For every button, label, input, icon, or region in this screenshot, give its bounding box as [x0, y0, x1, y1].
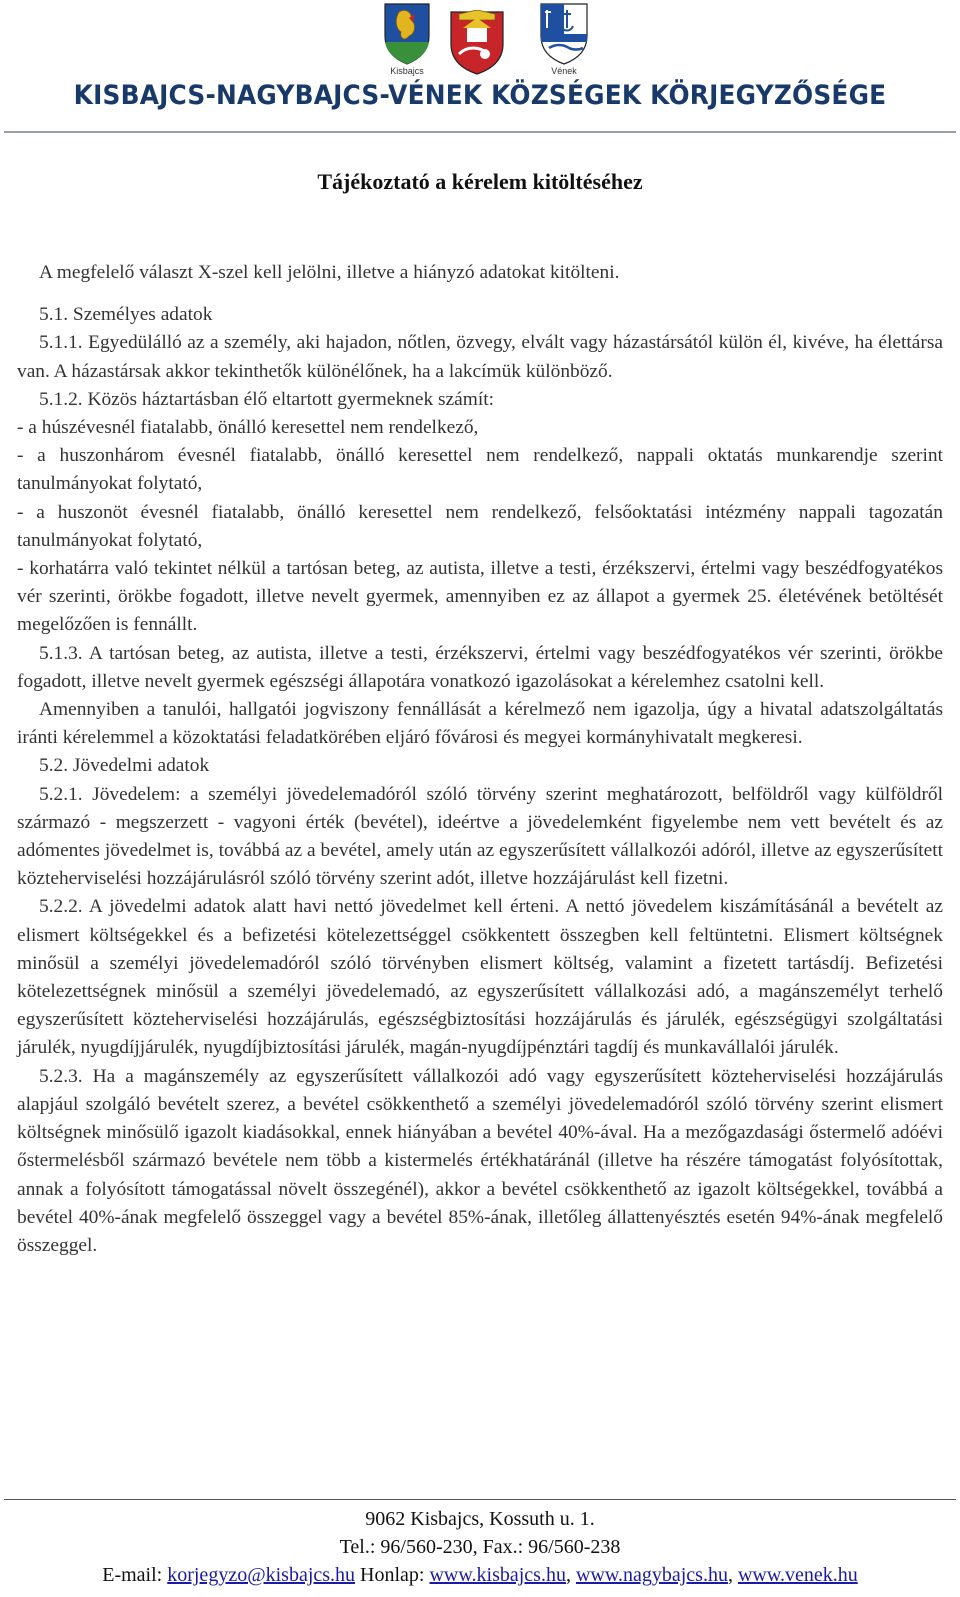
venek-coat-of-arms	[539, 2, 589, 66]
document-title: Tájékoztató a kérelem kitöltéséhez	[317, 169, 643, 194]
kisbajcs-coat-of-arms	[383, 2, 431, 66]
intro-paragraph: A megfelelő választ X-szel kell jelölni, illetve a hiányzó adatokat kitölteni.	[39, 262, 620, 283]
header-divider	[4, 131, 956, 133]
venek-crest-label: Vének	[551, 66, 577, 76]
organization-title: KISBAJCS-NAGYBAJCS-VÉNEK KÖZSÉGEK KÖRJEGYZŐSÉGE	[73, 80, 887, 111]
list-item: - a huszonöt évesnél fiatalabb, önálló keresettel nem rendelkező, felsőoktatási intézmény nappali tagozatán tanulmányokat folytató,	[17, 501, 943, 551]
footer-divider	[4, 1499, 956, 1500]
section-5-2-3: 5.2.3. Ha a magánszemély az egyszerűsített vállalkozói adó vagy egyszerűsített közteherviselési hozzájárulás alapjául szolgáló bevételt szerez, a bevétel csökkenthető a személyi jövedelemadóról szóló törvény szerint elismert költségnek minősülő igazolt kiadásokkal, ennek hiányában a bevétel 40%-ával. Ha a mezőgazdasági őstermelő adóévi őstermelésből származó bevétele nem több a kistermelés értékhatáránál (illetve ha részére támogatást folyósítottak, annak a folyósított támogatással növelt összegénél), akkor a bevétel csökkenthető az igazolt költségekkel, továbbá a bevétel 40%-ának megfelelő összeggel vagy a bevétel 85%-ának, illetőleg állattenyésztés esetén 94%-ának megfelelő összeggel.	[17, 1065, 943, 1256]
section-5-2-heading: 5.2. Jövedelmi adatok	[39, 755, 210, 777]
nagybajcs-coat-of-arms	[449, 10, 505, 76]
list-item: - korhatárra való tekintet nélkül a tartósan beteg, az autista, illetve a testi, érzékszervi, értelmi vagy beszédfogyatékos vér szerinti, örökbe fogadott, illetve nevelt gyermek, amennyiben ez az állapot a gyermek 25. életévének betöltését megelőzően is fennállt.	[17, 558, 943, 636]
section-5-2-2: 5.2.2. A jövedelmi adatok alatt havi nettó jövedelmet kell érteni. A nettó jövedelem kiszámításánál a bevételt az elismert költségekkel és a befizetési kötelezettséggel csökkentett összegben kell feltüntetni. Elismert költségnek minősül a személyi jövedelemadóról szóló törvényben elismert költség, valamint a fizetett tartásdíj. Befizetési kötelezettségnek minősül a személyi jövedelemadó, az egyszerűsített vállalkozási adó, a magánszemélyt terhelő egyszerűsített közteherviselési hozzájárulás, egészségbiztosítási hozzájárulás és járulék, egészségügyi szolgáltatási járulék, nyugdíjjárulék, nyugdíjbiztosítási járulék, magán-nyugdíjpénztári tagdíj és munkavállalói járulék.	[17, 896, 943, 1059]
venek-website-link[interactable]: www.venek.hu	[737, 1564, 858, 1586]
email-link[interactable]: korjegyzo@kisbajcs.hu	[167, 1564, 356, 1586]
footer-contact-line: E-mail: korjegyzo@kisbajcs.hu Honlap: www.kisbajcs.hu, www.nagybajcs.hu, www.venek.hu	[102, 1564, 858, 1586]
letterhead	[0, 0, 960, 140]
section-5-1-3: 5.1.3. A tartósan beteg, az autista, illetve a testi, érzékszervi, értelmi vagy beszédfogyatékos vér szerinti, örökbe fogadott, illetve nevelt gyermek egészségi állapotára vonatkozó igazolásokat a kérelemhez csatolni kell.	[17, 642, 943, 692]
kisbajcs-crest-label: Kisbajcs	[390, 66, 424, 76]
nagybajcs-website-link[interactable]: www.nagybajcs.hu	[575, 1564, 728, 1586]
section-5-1-2-intro: 5.1.2. Közös háztartásban élő eltartott gyermeknek számít:	[39, 388, 494, 410]
list-item: - a húszévesnél fiatalabb, önálló keresettel nem rendelkező,	[17, 417, 479, 439]
section-5-1-3-note: Amennyiben a tanulói, hallgatói jogviszony fennállását a kérelmező nem igazolja, úgy a hivatal adatszolgáltatás iránti kérelemmel a közoktatási feladatkörében eljáró fővárosi és megyei kormányhivatalt megkeresi.	[17, 699, 943, 749]
list-item: - a huszonhárom évesnél fiatalabb, önálló keresettel nem rendelkező, nappali oktatás munkarendje szerint tanulmányokat folytató,	[17, 445, 943, 495]
footer-address: 9062 Kisbajcs, Kossuth u. 1.	[365, 1508, 595, 1530]
email-label: E-mail:	[102, 1564, 163, 1586]
footer	[0, 1505, 960, 1589]
section-5-2-1: 5.2.1. Jövedelem: a személyi jövedelemadóról szóló törvény szerint meghatározott, belföldről vagy külföldről származó - megszerzett - vagyoni érték (bevétel), ideértve a jövedelemként figyelembe nem vett bevételt és az adómentes jövedelmet is, továbbá az a bevétel, amely után az egyszerűsített vállalkozói adóról, illetve az egyszerűsített közteherviselési hozzájárulásról szóló törvény szerint adót, illetve hozzájárulást kell fizetni.	[17, 783, 943, 890]
document-body	[17, 257, 943, 1260]
kisbajcs-website-link[interactable]: www.kisbajcs.hu	[429, 1564, 566, 1586]
homepage-label: Honlap:	[360, 1564, 425, 1586]
footer-phone: Tel.: 96/560-230, Fax.: 96/560-238	[339, 1536, 621, 1558]
section-5-1-heading: 5.1. Személyes adatok	[39, 304, 213, 326]
coat-of-arms-group	[383, 2, 613, 80]
section-5-1-1: 5.1.1. Egyedülálló az a személy, aki hajadon, nőtlen, özvegy, elvált vagy házastársától külön él, kivéve, ha élettársa van. A házastársak akkor tekinthetők különélőnek, ha a lakcímük különböző.	[17, 332, 943, 382]
